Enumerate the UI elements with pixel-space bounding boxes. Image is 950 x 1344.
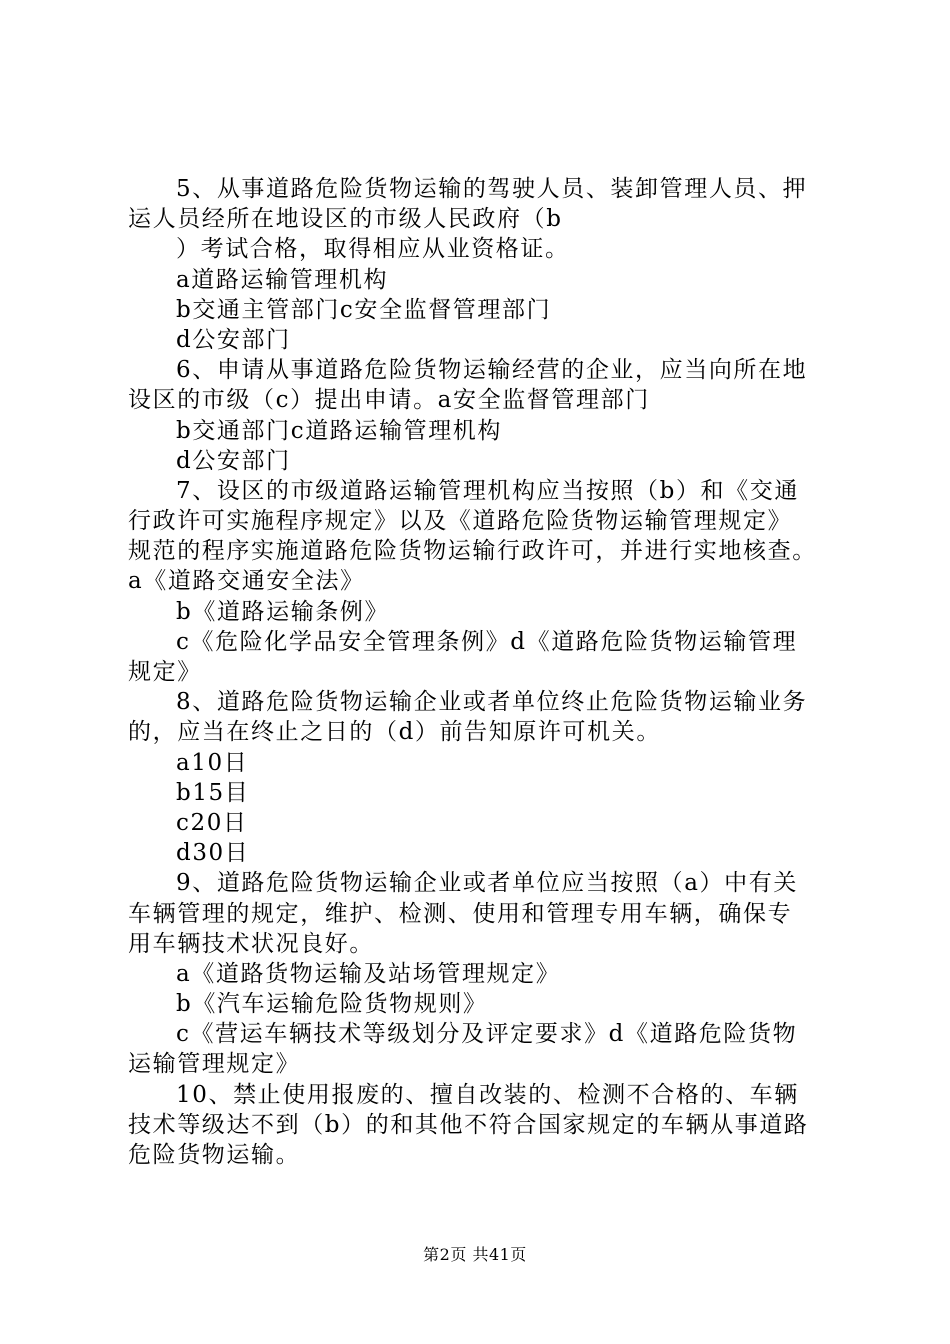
text-line: d公安部门 — [176, 326, 291, 353]
text-line: 规范的程序实施道路危险货物运输行政许可，并进行实地核查。 — [128, 538, 817, 565]
text-line: 运输管理规定》 — [128, 1051, 301, 1078]
text-line: 用车辆技术状况良好。 — [128, 930, 374, 957]
text-line: d公安部门 — [176, 447, 291, 474]
text-line: c《营运车辆技术等级划分及评定要求》d《道路危险货物 — [176, 1021, 798, 1048]
page-footer: 第2页 共41页 — [423, 1245, 527, 1264]
text-line: 10、禁止使用报废的、擅自改装的、检测不合格的、车辆 — [176, 1081, 799, 1108]
text-line: 危险货物运输。 — [128, 1142, 301, 1168]
text-line: d30日 — [176, 840, 250, 867]
text-line: b《汽车运输危险货物规则》 — [176, 991, 488, 1018]
document-body — [128, 174, 848, 1170]
text-line: 技术等级达不到（b）的和其他不符合国家规定的车辆从事道路 — [128, 1111, 809, 1138]
text-line: a道路运输管理机构 — [176, 266, 389, 293]
text-line: b15目 — [176, 779, 250, 806]
text-line: 规定》 — [128, 659, 202, 685]
text-line: b《道路运输条例》 — [176, 598, 390, 625]
text-line: 6、申请从事道路危险货物运输经营的企业，应当向所在地 — [176, 357, 808, 384]
text-line: 运人员经所在地设区的市级人民政府（b — [128, 206, 563, 233]
text-line: 的，应当在终止之日的（d）前告知原许可机关。 — [128, 719, 661, 746]
text-line: ）考试合格，取得相应从业资格证。 — [176, 236, 570, 263]
text-line: 9、道路危险货物运输企业或者单位应当按照（a）中有关 — [176, 870, 798, 897]
text-line: 车辆管理的规定，维护、检测、使用和管理专用车辆，确保专 — [128, 900, 793, 927]
text-line: a《道路货物运输及站场管理规定》 — [176, 960, 561, 987]
text-line: 设区的市级（c）提出申请。a安全监督管理部门 — [128, 387, 650, 414]
text-line: 行政许可实施程序规定》以及《道路危险货物运输管理规定》 — [128, 508, 793, 535]
text-line: a《道路交通安全法》 — [128, 568, 365, 595]
text-line: 7、设区的市级道路运输管理机构应当按照（b）和《交通 — [176, 477, 799, 504]
text-line: a10日 — [176, 749, 249, 776]
text-line: c《危险化学品安全管理条例》d《道路危险货物运输管理 — [176, 628, 798, 655]
text-line: b交通部门c道路运输管理机构 — [176, 417, 503, 444]
text-line: 8、道路危险货物运输企业或者单位终止危险货物运输业务 — [176, 689, 808, 716]
text-line: 5、从事道路危险货物运输的驾驶人员、装卸管理人员、押 — [176, 176, 808, 202]
text-line: c20日 — [176, 809, 248, 836]
text-line: b交通主管部门c安全监督管理部门 — [176, 296, 552, 323]
